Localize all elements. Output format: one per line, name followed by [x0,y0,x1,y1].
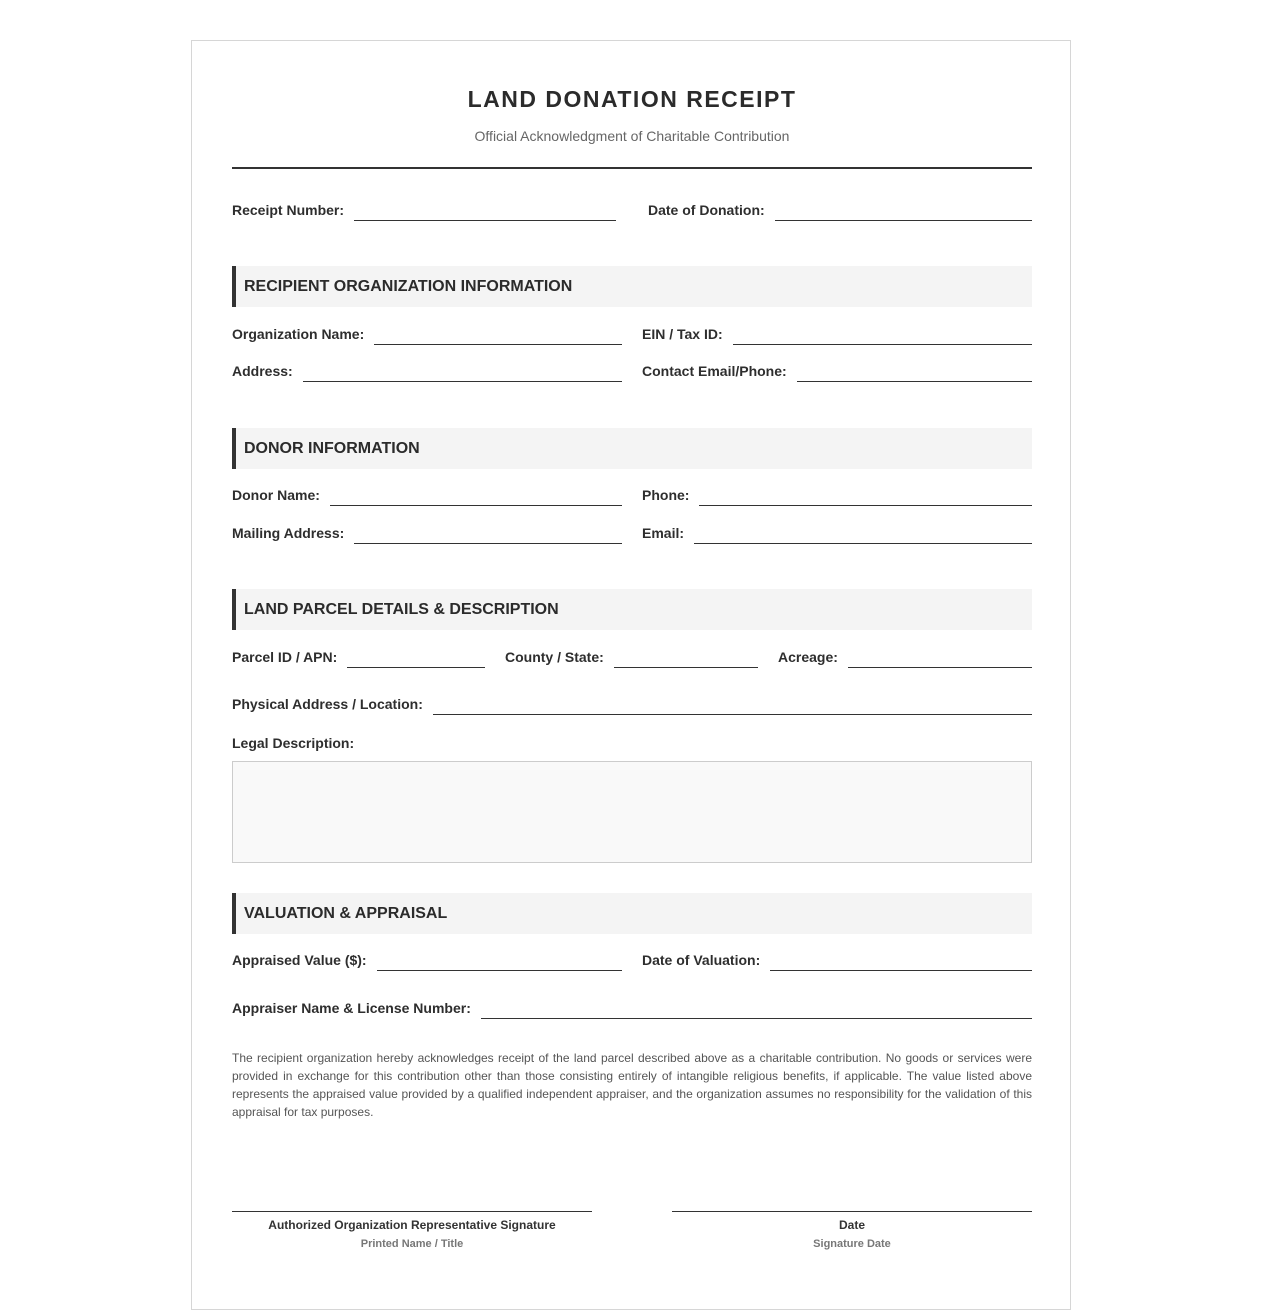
recipient-address-input[interactable] [303,381,622,382]
signature-line-representative[interactable] [232,1211,592,1212]
organization-name-label: Organization Name: [232,326,365,342]
section-valuation-appraisal: VALUATION & APPRAISAL [232,893,1032,934]
date-of-donation-label: Date of Donation: [648,202,765,218]
parcel-id-label: Parcel ID / APN: [232,649,338,665]
donor-email-field [642,522,1032,544]
contact-label: Contact Email/Phone: [642,363,787,379]
acreage-field [778,646,1032,668]
document-title: LAND DONATION RECEIPT [467,86,797,112]
acreage-input[interactable] [848,667,1032,668]
header-divider [232,167,1032,169]
physical-address-input[interactable] [433,714,1032,715]
receipt-page [191,40,1071,1310]
physical-address-label: Physical Address / Location: [232,696,423,712]
donor-phone-label: Phone: [642,487,690,503]
signature-title-date: Date [838,1218,865,1232]
recipient-address-label: Address: [232,363,293,379]
organization-name-input[interactable] [374,344,622,345]
receipt-number-input[interactable] [354,220,616,221]
donor-name-field [232,484,622,506]
signature-sub-date: Signature Date [813,1238,891,1250]
appraised-value-field [232,949,622,971]
appraised-value-label: Appraised Value ($): [232,952,367,968]
mailing-address-field [232,522,622,544]
acreage-label: Acreage: [778,649,838,665]
donor-email-input[interactable] [694,543,1032,544]
date-of-valuation-input[interactable] [770,970,1032,971]
legal-description-label: Legal Description: [232,735,355,751]
date-of-valuation-label: Date of Valuation: [642,952,761,968]
appraiser-input[interactable] [481,1018,1032,1019]
parcel-id-input[interactable] [347,667,485,668]
contact-field [642,360,1032,382]
document-subtitle: Official Acknowledgment of Charitable Contribution [474,128,790,144]
appraised-value-input[interactable] [377,970,622,971]
parcel-id-field [232,646,485,668]
organization-name-field [232,323,622,345]
appraiser-label: Appraiser Name & License Number: [232,1000,471,1016]
section-land-parcel: LAND PARCEL DETAILS & DESCRIPTION [232,589,1032,630]
county-state-field [505,646,758,668]
section-donor-information: DONOR INFORMATION [232,428,1032,469]
section-recipient-organization: RECIPIENT ORGANIZATION INFORMATION [232,266,1032,307]
recipient-address-field [232,360,622,382]
mailing-address-input[interactable] [354,543,622,544]
signature-title-representative: Authorized Organization Representative Signature [268,1218,556,1232]
receipt-number-label: Receipt Number: [232,202,345,218]
donor-phone-field [642,484,1032,506]
receipt-number-field [232,199,616,221]
appraiser-field [232,997,1032,1019]
acknowledgment-statement: The recipient organization hereby acknowledges receipt of the land parcel described above as a charitable contribution. No goods or services were provided in exchange for this contribution other than those consisting entirely of intangible religious benefits, if applicable. The value listed above represents the appraised value provided by a qualified independent appraiser, and the organization assumes no responsibility for the validation of this appraisal for tax purposes. [232,1051,1032,1119]
county-state-label: County / State: [505,649,604,665]
date-of-donation-field [648,199,1032,221]
ein-label: EIN / Tax ID: [642,326,723,342]
donor-name-input[interactable] [330,505,622,506]
physical-address-field [232,693,1032,715]
ein-field [642,323,1032,345]
date-of-valuation-field [642,949,1032,971]
signature-block-representative [232,1211,592,1250]
donor-phone-input[interactable] [699,505,1032,506]
ein-input[interactable] [733,344,1032,345]
signature-line-date[interactable] [672,1211,1032,1212]
donor-name-label: Donor Name: [232,487,320,503]
contact-input[interactable] [797,381,1032,382]
mailing-address-label: Mailing Address: [232,525,345,541]
signature-sub-representative: Printed Name / Title [360,1238,464,1250]
date-of-donation-input[interactable] [775,220,1032,221]
legal-description-textarea[interactable] [232,761,1032,863]
signature-block-date [672,1211,1032,1250]
county-state-input[interactable] [614,667,758,668]
donor-email-label: Email: [642,525,685,541]
